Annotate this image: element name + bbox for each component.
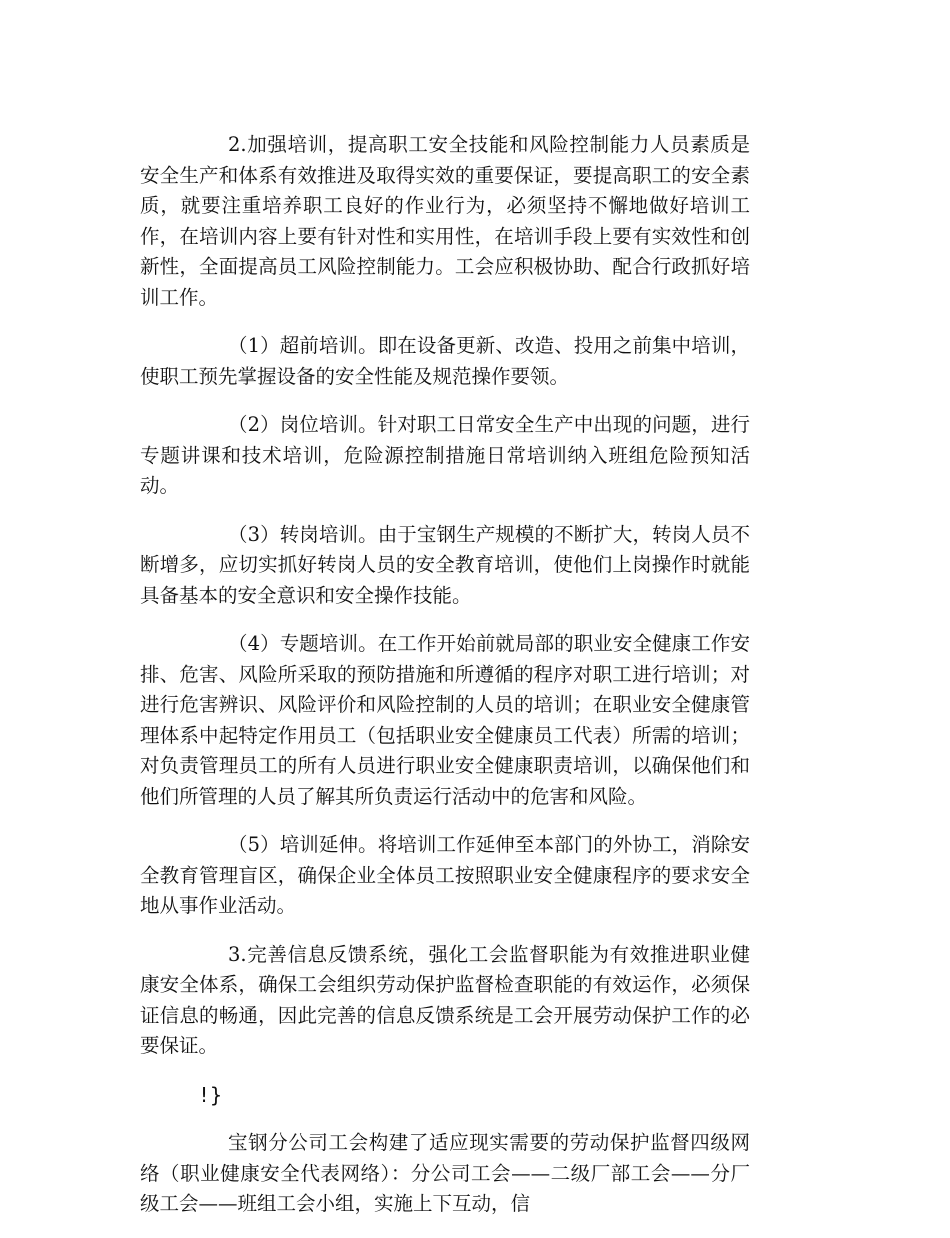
paragraph-transfer-training: （3）转岗培训。由于宝钢生产规模的不断扩大，转岗人员不断增多，应切实抓好转岗人员的安全教育培训，使他们上岗操作时就能具备基本的安全意识和安全操作技能。 xyxy=(140,522,750,607)
paragraph-advance-training: （1）超前培训。即在设备更新、改造、投用之前集中培训，使职工预先掌握设备的安全性能及规范操作要领。 xyxy=(140,334,750,388)
stray-text-fragment: !} xyxy=(198,1082,223,1107)
paragraph-training-extension: （5）培训延伸。将培训工作延伸至本部门的外协工，消除安全教育管理盲区，确保企业全体员工按照职业安全健康程序的要求安全地从事作业活动。 xyxy=(140,833,750,917)
paragraph-post-training: （2）岗位培训。针对职工日常安全生产中出现的问题，进行专题讲课和技术培训，危险源控制措施日常培训纳入班组危险预知活动。 xyxy=(140,413,750,497)
document-body xyxy=(140,130,750,1238)
paragraph-network: 宝钢分公司工会构建了适应现实需要的劳动保护监督四级网络（职业健康安全代表网络）：分公司工会——二级厂部工会——分厂级工会——班组工会小组，实施上下互动，信 xyxy=(140,1131,750,1215)
paragraph-training-intro: 2.加强培训，提高职工安全技能和风险控制能力人员素质是安全生产和体系有效推进及取得实效的重要保证，要提高职工的安全素质，就要注重培养职工良好的作业行为，必须坚持不懈地做好培训工作，在培训内容上要有针对性和实用性，在培训手段上要有实效性和创新性，全面提高员工风险控制能力。工会应积极协助、配合行政抓好培训工作。 xyxy=(140,133,750,309)
paragraph-feedback-system: 3.完善信息反馈系统，强化工会监督职能为有效推进职业健康安全体系，确保工会组织劳动保护监督检查职能的有效运作，必须保证信息的畅通，因此完善的信息反馈系统是工会开展劳动保护工作的必要保证。 xyxy=(140,942,750,1057)
paragraph-special-training: （4）专题培训。在工作开始前就局部的职业安全健康工作安排、危害、风险所采取的预防措施和所遵循的程序对职工进行培训；对进行危害辨识、风险评价和风险控制的人员的培训；在职业安全健康管理体系中起特定作用员工（包括职业安全健康员工代表）所需的培训；对负责管理员工的所有人员进行职业安全健康职责培训，以确保他们和他们所管理的人员了解其所负责运行活动中的危害和风险。 xyxy=(140,632,750,808)
